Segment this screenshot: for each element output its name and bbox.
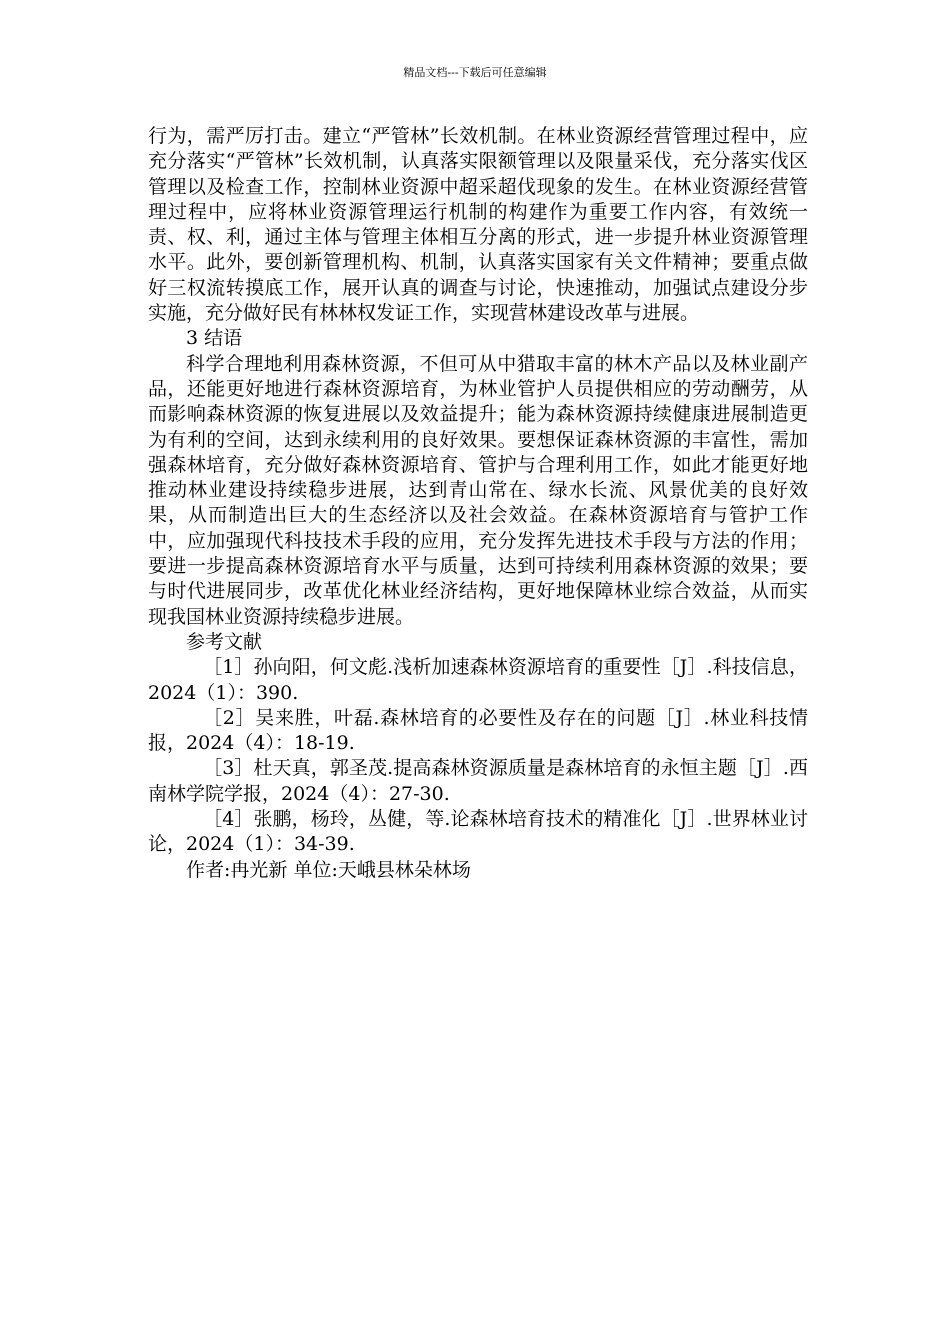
- paragraph-conclusion: 科学合理地利用森林资源，不但可从中猎取丰富的林木产品以及林业副产品，还能更好地进行森林资源培育，为林业管护人员提供相应的劳动酬劳，从而影响森林资源的恢复进展以及效益提升；能为森林资源持续健康进展制造更为有利的空间，达到永续利用的良好效果。要想保证森林资源的丰富性，需加强森林培育，充分做好森林资源培育、管护与合理利用工作，如此才能更好地推动林业建设持续稳步进展，达到青山常在、绿水长流、风景优美的良好效果，从而制造出巨大的生态经济以及社会效益。在森林资源培育与管护工作中，应加强现代科技技术手段的应用，充分发挥先进技术手段与方法的作用；要进一步提高森林资源培育水平与质量，达到可持续利用森林资源的效果；要与时代进展同步，改革优化林业经济结构，更好地保障林业综合效益，从而实现我国林业资源持续稳步进展。: [148, 352, 808, 628]
- document-body: [148, 124, 808, 883]
- references-heading: 参考文献: [186, 630, 263, 653]
- reference-item: ［4］张鹏，杨玲，丛健，等.论森林培育技术的精准化［J］.世界林业讨论，2024（1）：34-39.: [148, 808, 808, 856]
- author-line: 作者:冉光新 单位:天峨县林朵林场: [186, 858, 471, 881]
- reference-item: ［2］吴来胜，叶磊.森林培育的必要性及存在的问题［J］.林业科技情报，2024（4）：18-19.: [148, 706, 808, 755]
- reference-item: ［1］孙向阳，何文彪.浅析加速森林资源培育的重要性［J］.科技信息，2024（1）：390.: [148, 656, 808, 704]
- section-heading: 3 结语: [186, 327, 243, 350]
- paragraph-continued: 行为，需严厉打击。建立“严管林”长效机制。在林业资源经营管理过程中，应充分落实“严管林”长效机制，认真落实限额管理以及限量采伐，充分落实伐区管理以及检查工作，控制林业资源中超采超伐现象的发生。在林业资源经营管理过程中，应将林业资源管理运行机制的构建作为重要工作内容，有效统一责、权、利，通过主体与管理主体相互分离的形式，进一步提升林业资源管理水平。此外，要创新管理机构、机制，认真落实国家有关文件精神；要重点做好三权流转摸底工作，展开认真的调查与讨论，快速推动，加强试点建设分步实施，充分做好民有林林权发证工作，实现营林建设改革与进展。: [148, 125, 808, 325]
- page-header: 精品文档---下载后可任意编辑: [403, 66, 547, 79]
- reference-item: ［3］杜天真，郭圣茂.提高森林资源质量是森林培育的永恒主题［J］.西南林学院学报，2024（4）：27-30.: [148, 757, 808, 805]
